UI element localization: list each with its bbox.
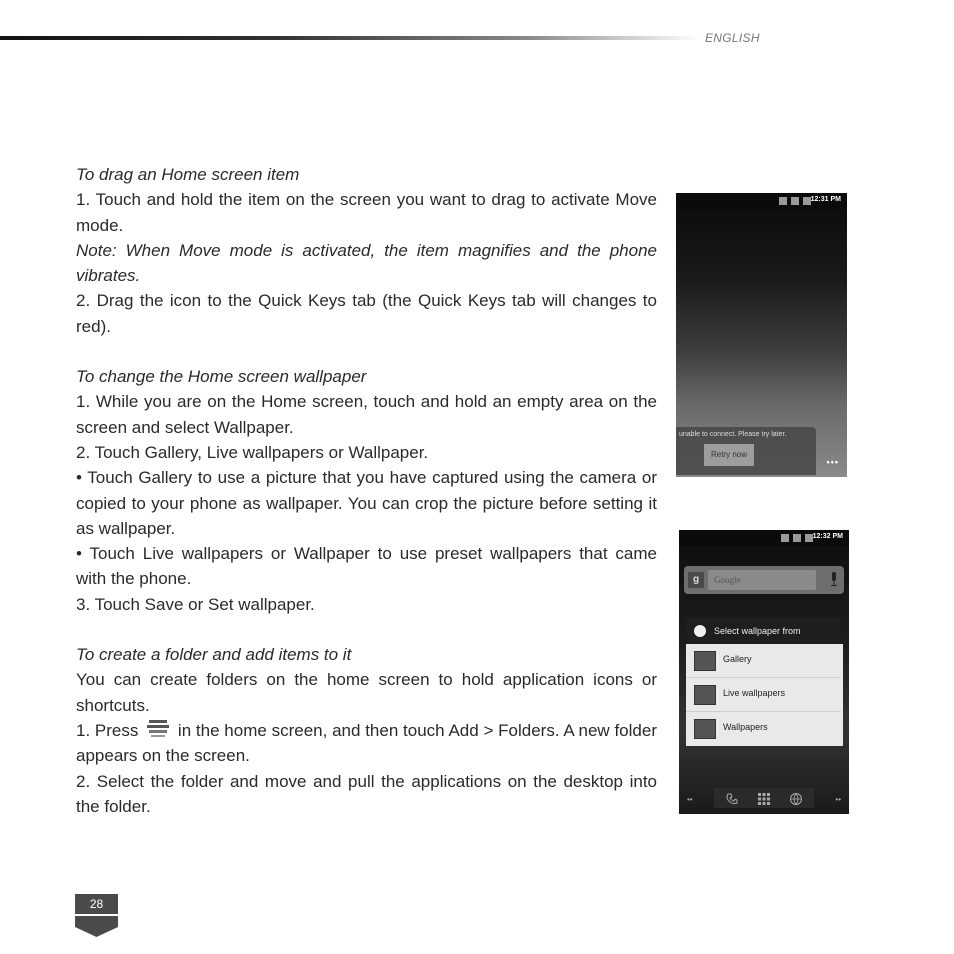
google-icon: g — [688, 572, 704, 588]
live-wallpapers-icon — [694, 685, 716, 705]
section-heading-folder: To create a folder and add items to it — [76, 645, 352, 665]
toast-message: unable to connect. Please try later. — [679, 431, 787, 438]
wallpaper-source-list — [686, 644, 843, 746]
dialog-title-bar — [686, 618, 841, 644]
search-input[interactable]: Google — [708, 570, 816, 590]
phone-screenshot-wallpaper-dialog — [679, 530, 849, 814]
header-rule — [0, 36, 700, 40]
dock-dots-left: •• — [687, 795, 693, 804]
list-item-wallpapers[interactable] — [686, 712, 841, 745]
status-time: 12:31 PM — [810, 196, 841, 203]
microphone-icon[interactable] — [830, 572, 838, 586]
drag-step-1: 1. Touch and hold the item on the screen you want to drag to activate Move mode. — [76, 190, 657, 235]
list-item-label: Gallery — [723, 654, 752, 664]
connection-toast — [676, 427, 816, 475]
wallpapers-icon — [694, 719, 716, 739]
wallpaper-step-3: 3. Touch Save or Set wallpaper. — [76, 594, 315, 614]
phone-screenshot-home — [676, 193, 847, 477]
list-item-live-wallpapers[interactable] — [686, 678, 841, 712]
folder-step-1-after: in the home screen, and then touch Add > Folders. A new folder appears on the screen. — [76, 720, 657, 766]
folder-step-1 — [76, 718, 657, 769]
dialog-title: Select wallpaper from — [714, 626, 801, 636]
language-label: ENGLISH — [705, 31, 760, 45]
google-search-widget[interactable] — [684, 566, 844, 594]
status-time: 12:32 PM — [812, 533, 843, 540]
chevron-down-icon — [694, 625, 706, 637]
sync-icon — [781, 534, 789, 542]
list-item-label: Live wallpapers — [723, 688, 786, 698]
drag-step-2: 2. Drag the icon to the Quick Keys tab (the Quick Keys tab will changes to red). — [76, 291, 657, 336]
page-number: 28 — [89, 897, 104, 911]
dock-bar — [714, 788, 814, 808]
dock-dots-right: •• — [835, 795, 841, 804]
page-number-tab — [75, 894, 118, 937]
phone-icon[interactable] — [726, 793, 738, 805]
list-item-gallery[interactable] — [686, 644, 841, 678]
status-bar — [676, 193, 847, 209]
menu-dots-icon[interactable]: ••• — [826, 457, 839, 467]
drag-note: Note: When Move mode is activated, the item magnifies and the phone vibrates. — [76, 240, 657, 286]
signal-icon — [791, 197, 799, 205]
retry-button[interactable]: Retry now — [704, 444, 754, 466]
list-item-label: Wallpapers — [723, 722, 768, 732]
section-heading-drag: To drag an Home screen item — [76, 165, 300, 184]
wallpaper-step-1: 1. While you are on the Home screen, touch and hold an empty area on the screen and select Wallpaper. — [76, 392, 657, 437]
wallpaper-step-2: 2. Touch Gallery, Live wallpapers or Wallpaper. — [76, 442, 429, 462]
wallpaper-bullet-1: • Touch Gallery to use a picture that you have captured using the camera or copied to your phone as wallpaper. You can crop the picture before setting it as wallpaper. — [76, 468, 657, 538]
folder-intro: You can create folders on the home screen to hold application icons or shortcuts. — [76, 670, 657, 715]
sync-icon — [779, 197, 787, 205]
section-heading-wallpaper: To change the Home screen wallpaper — [76, 367, 367, 387]
folder-step-2: 2. Select the folder and move and pull the applications on the desktop into the folder. — [76, 771, 657, 816]
status-bar — [679, 530, 849, 546]
wallpaper-bullet-2: • Touch Live wallpapers or Wallpaper to use preset wallpapers that came with the phone. — [76, 544, 657, 589]
gallery-icon — [694, 651, 716, 671]
folder-step-1-before: 1. Press — [76, 720, 139, 740]
app-drawer-icon[interactable] — [758, 793, 770, 805]
body-text — [76, 162, 657, 819]
signal-icon — [793, 534, 801, 542]
browser-globe-icon[interactable] — [790, 793, 802, 805]
menu-key-icon — [147, 720, 169, 738]
